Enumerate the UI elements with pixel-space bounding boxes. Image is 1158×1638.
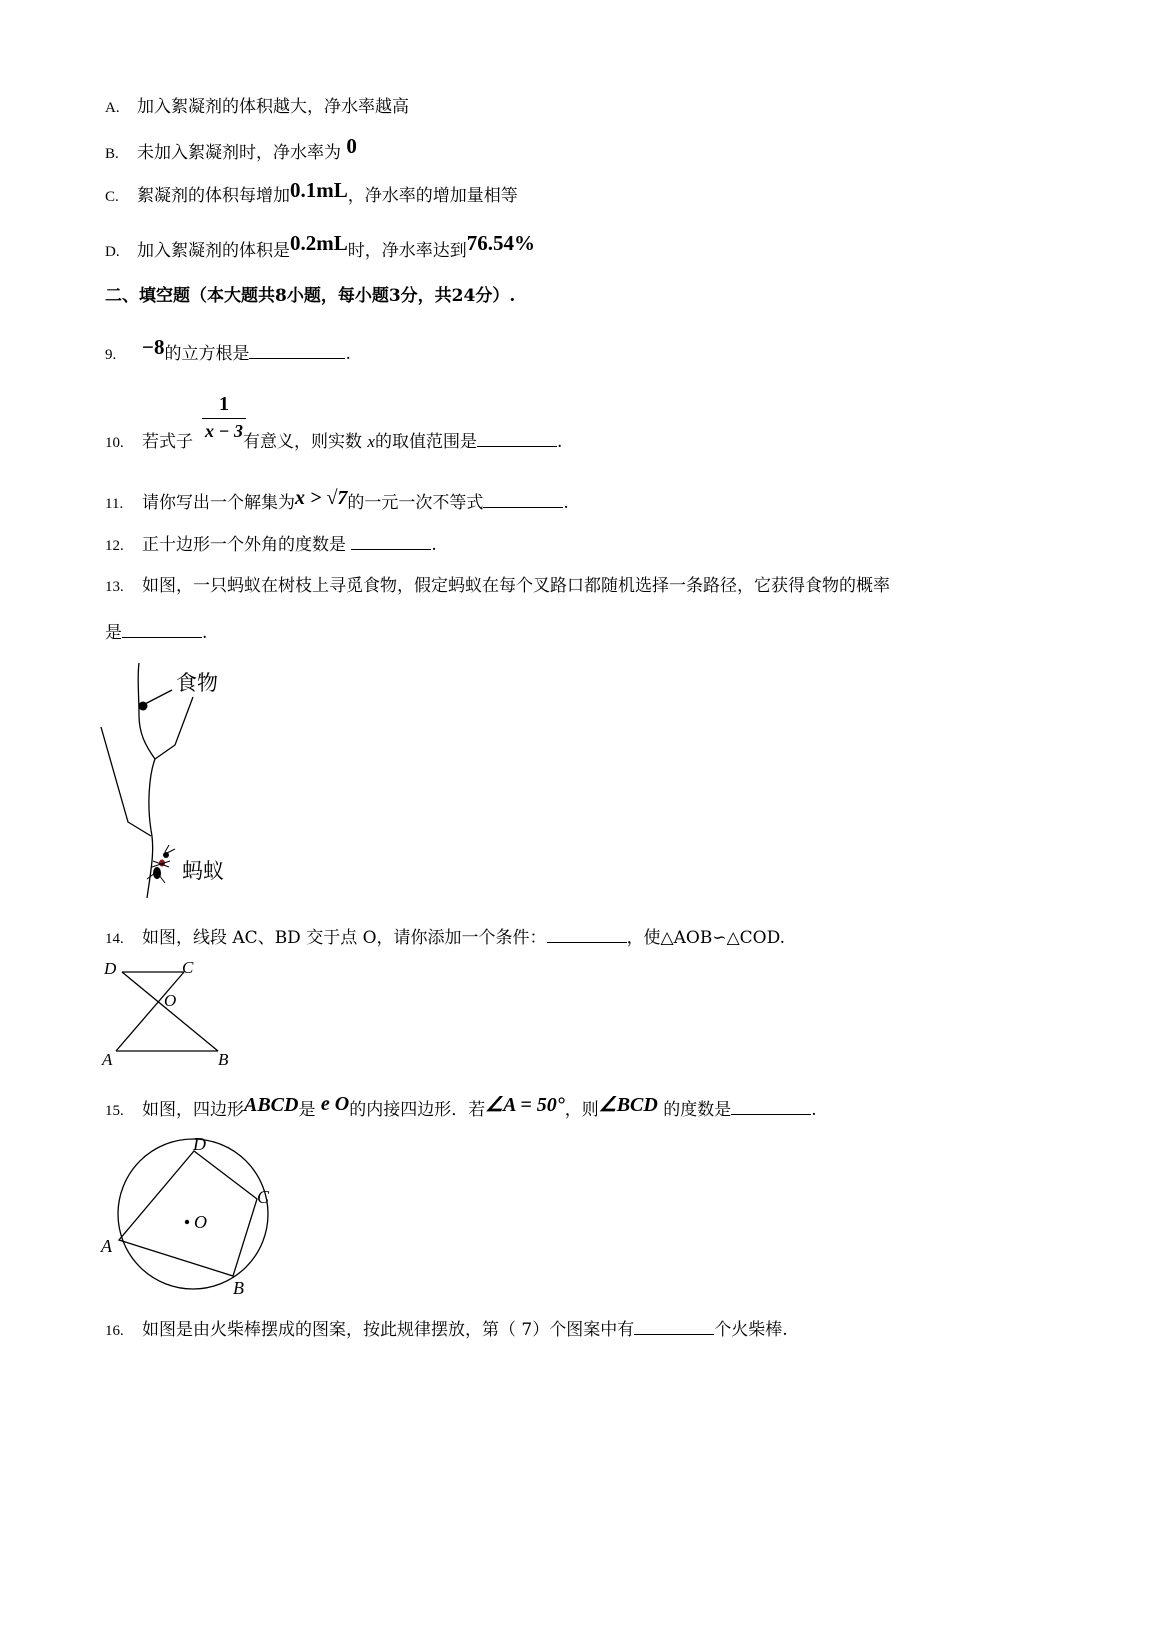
q10-end: . [556,432,563,452]
q15-mid: 是 [298,1100,316,1120]
q10-answer-blank[interactable] [477,428,557,447]
q15-angle: ∠A = 50° [485,1094,565,1116]
segment-ca [116,972,184,1051]
question-15 [105,1093,817,1123]
food-dot-icon [139,702,148,711]
q15-angle2: ∠BCD [598,1094,658,1116]
food-pointer-line [143,690,172,705]
option-a-label: A. [105,100,120,116]
q14-number: 14. [105,931,124,947]
q9-math: −8 [142,335,165,359]
q15-end: . [811,1100,817,1120]
question-16 [105,1316,788,1343]
q12-text: 正十边形一个外角的度数是 [142,535,346,555]
q11-number: 11. [105,496,124,512]
food-label: 食物 [176,671,218,695]
option-c [105,178,518,209]
segment-db [122,972,218,1051]
option-d-text-mid: 时，净水率达到 [347,241,467,261]
question-10 [105,428,562,455]
quadrilateral-abcd [119,1151,257,1276]
q10-numerator: 1 [219,393,229,415]
q16-number: 16. [105,1323,124,1339]
question-12 [105,531,437,558]
option-b-label: B. [105,146,119,162]
q14-answer-blank[interactable] [547,924,627,943]
question-9 [105,335,351,367]
q14-post: ，使△AOB∽△COD. [626,928,786,948]
option-a-text: 加入絮凝剂的体积越大，净水率越高 [137,97,409,117]
q9-text: 的立方根是 [164,344,250,364]
option-c-label: C. [105,189,119,205]
point-label-d: D [104,959,117,978]
inscribed-quadrilateral-figure [96,1130,286,1300]
branch-left [101,727,151,836]
q11-pre: 请你写出一个解集为 [142,493,295,513]
q15-pre: 如图，四边形 [142,1100,244,1120]
q10-fraction [202,392,246,441]
section-heading: 二、填空题（本大题共8小题，每小题3分，共24分）. [105,286,516,306]
branch-trunk [147,759,155,898]
q13-number: 13. [105,579,124,595]
q15-number: 15. [105,1103,124,1119]
q11-math: x > √7 [295,487,348,509]
q15-mid2: 的内接四边形．若 [349,1100,486,1120]
q16-post: 个火柴棒. [714,1320,788,1340]
option-d-label: D. [105,244,120,260]
point-label-d: D [193,1134,206,1154]
center-dot-icon [185,1220,189,1224]
q11-end: . [563,493,569,513]
ant-label: 蚂蚁 [182,859,224,883]
fraction-bar [202,418,246,419]
point-label-b: B [218,1050,229,1069]
point-label-o: O [164,991,177,1010]
option-a [105,95,409,120]
q14-pre: 如图，线段 AC、BD 交于点 O，请你添加一个条件： [142,928,547,948]
point-label-b: B [233,1278,244,1298]
q15-answer-blank[interactable] [731,1096,811,1115]
q13-text: 如图，一只蚂蚁在树枝上寻觅食物，假定蚂蚁在每个叉路口都随机选择一条路径，它获得食物的概率 [142,576,890,596]
q15-circle: e O [320,1093,350,1115]
q11-post: 的一元一次不等式 [347,493,484,513]
point-label-a: A [101,1236,112,1256]
q12-number: 12. [105,538,124,554]
q13-text2: 是 [105,623,122,643]
question-11 [105,489,569,516]
q13-answer-blank[interactable] [122,619,202,638]
q15-mid3: ，则 [564,1100,599,1120]
q13-end: . [202,623,208,643]
question-14 [105,924,785,951]
q10-pre: 若式子 [142,432,193,452]
q15-post: 的度数是 [663,1100,732,1120]
branch-right [155,697,193,759]
q12-end: . [431,535,437,555]
q10-var: x [367,432,375,451]
q16-answer-blank[interactable] [634,1316,714,1335]
option-b [105,134,357,166]
intersecting-segments-figure [98,955,238,1070]
q15-quad: ABCD [244,1094,299,1116]
option-b-text: 未加入絮凝剂时，净水率为 [137,143,341,163]
q9-number: 9. [105,347,117,363]
q11-answer-blank[interactable] [483,489,563,508]
option-b-math: 0 [346,134,357,158]
point-label-o: O [194,1212,207,1232]
q10-post: 的取值范围是 [374,432,477,452]
q9-end: . [345,344,351,364]
option-c-text-post: ，净水率的增加量相等 [347,186,518,206]
q10-number: 10. [105,435,124,451]
option-d-text-pre: 加入絮凝剂的体积是 [137,241,290,261]
point-label-c: C [257,1187,270,1207]
point-label-c: C [182,958,194,977]
option-c-math: 0.1mL [290,178,348,202]
option-c-text-pre: 絮凝剂的体积每增加 [137,186,290,206]
option-d [105,231,535,264]
tree-branch-figure [95,655,255,905]
question-13 [105,574,890,599]
option-d-math2: 76.54% [466,231,535,255]
branch-top [138,663,155,759]
q9-answer-blank[interactable] [249,340,345,359]
q10-text: 有意义，则实数 [243,432,362,452]
question-13-line2 [105,619,207,645]
q16-pre: 如图是由火柴棒摆成的图案，按此规律摆放，第（ 7）个图案中有 [142,1320,635,1340]
option-d-math: 0.2mL [290,231,348,255]
q10-denominator: x − 3 [205,421,243,441]
point-label-a: A [102,1050,113,1069]
q12-answer-blank[interactable] [351,531,431,550]
